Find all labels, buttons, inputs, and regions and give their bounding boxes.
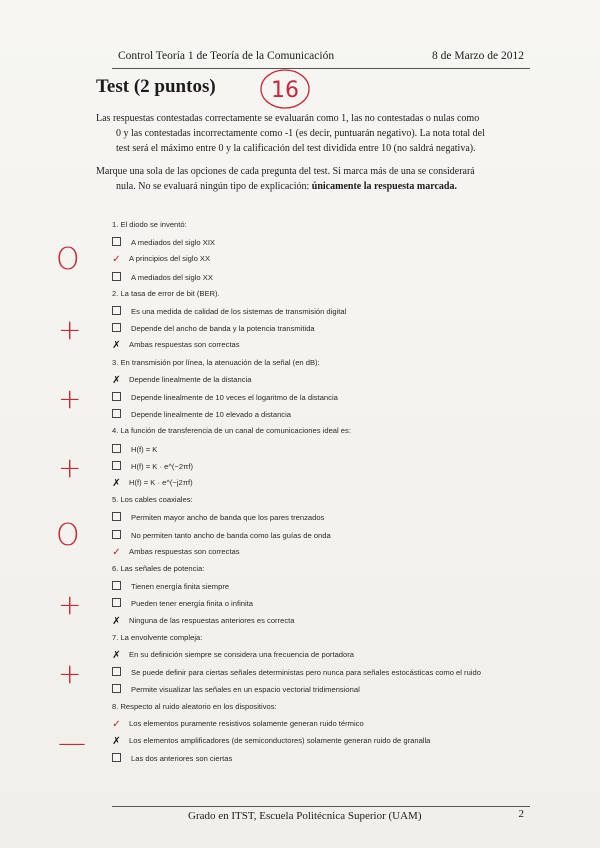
grading-mark: + bbox=[58, 657, 82, 691]
footer-divider bbox=[112, 806, 530, 807]
answer-option[interactable] bbox=[112, 323, 315, 333]
answer-option-label: A mediados del siglo XX bbox=[131, 272, 213, 282]
question-text: 4. La función de transferencia de un canal de comunicaciones ideal es: bbox=[112, 426, 351, 436]
answer-option-label: Las dos anteriores son ciertas bbox=[131, 754, 233, 764]
question-text: 7. La envolvente compleja: bbox=[112, 632, 203, 642]
answer-option[interactable] bbox=[112, 306, 346, 316]
answer-option-label: Depende linealmente de la distancia bbox=[129, 374, 252, 384]
grading-mark: — bbox=[58, 726, 86, 759]
instructions-line: Marque una sola de las opciones de cada pregunta del test. Si marca más de una se considerará bbox=[96, 166, 475, 177]
instructions-line: 0 y las contestadas incorrectamente como -1 (es decir, puntuarán negativo). La nota total del bbox=[116, 128, 485, 139]
answer-option-label: Permite visualizar las señales en un espacio vectorial tridimensional bbox=[131, 685, 360, 695]
answer-option-label: No permiten tanto ancho de banda como las guías de onda bbox=[131, 530, 331, 540]
answer-option-label: Se puede definir para ciertas señales deterministas pero nunca para señales estocásticas como el ruido bbox=[131, 668, 481, 678]
question-text: 3. En transmisión por línea, la atenuación de la señal (en dB): bbox=[112, 357, 320, 367]
checkbox-empty-icon[interactable] bbox=[112, 272, 121, 281]
answer-option-label: A principios del siglo XX bbox=[129, 254, 211, 264]
checkbox-empty-icon[interactable] bbox=[112, 684, 121, 693]
instructions-text: nula. No se evaluará ningún tipo de explicación: bbox=[116, 181, 312, 192]
instructions-line bbox=[96, 179, 526, 194]
answer-option-label: Depende linealmente de 10 veces el logaritmo de la distancia bbox=[131, 393, 338, 402]
instructions-emphasis: únicamente la respuesta marcada. bbox=[311, 181, 457, 192]
answer-option-label: H(f) = K bbox=[131, 444, 158, 454]
answer-option[interactable] bbox=[112, 409, 291, 419]
checkbox-crossed-icon[interactable]: ✗ bbox=[112, 340, 121, 352]
answer-option[interactable] bbox=[112, 719, 364, 730]
instructions-line: test será el máximo entre 0 y la calificación del test dividida entre 10 (no saldrá negativa). bbox=[116, 143, 476, 154]
answer-option-label: Tienen energía finita siempre bbox=[131, 582, 230, 592]
grading-mark: O bbox=[56, 517, 80, 553]
answer-option[interactable] bbox=[112, 237, 215, 247]
instructions-paragraph-2 bbox=[96, 164, 526, 194]
answer-option-label: Los elementos amplificadores (de semiconductores) solamente generan ruido de granalla bbox=[129, 736, 431, 745]
answer-option[interactable] bbox=[112, 650, 354, 661]
answer-option[interactable] bbox=[112, 547, 240, 558]
checkbox-empty-icon[interactable] bbox=[112, 444, 121, 453]
checkbox-empty-icon[interactable] bbox=[112, 392, 121, 401]
header-divider bbox=[112, 68, 530, 69]
answer-option-label: Los elementos puramente resistivos solamente generan ruido térmico bbox=[129, 718, 364, 728]
instructions-paragraph-1 bbox=[96, 111, 526, 156]
answer-option-label: Pueden tener energía finita o infinita bbox=[131, 599, 254, 609]
checkbox-empty-icon[interactable] bbox=[112, 667, 121, 676]
checkbox-empty-icon[interactable] bbox=[112, 461, 121, 470]
answer-option-label: H(f) = K · e^(−j2πf) bbox=[129, 478, 193, 487]
checkbox-crossed-icon[interactable]: ✗ bbox=[112, 374, 121, 386]
answer-option-label: Ninguna de las respuestas anteriores es correcta bbox=[129, 615, 295, 625]
grading-mark: + bbox=[58, 588, 82, 622]
answer-option[interactable] bbox=[112, 254, 210, 265]
checkmark-pen-icon[interactable]: ✓ bbox=[112, 718, 121, 730]
checkbox-crossed-icon[interactable]: ✗ bbox=[112, 615, 121, 627]
question-text: 2. La tasa de error de bit (BER). bbox=[112, 288, 220, 298]
answer-option-label: H(f) = K · e^(−2πf) bbox=[131, 461, 193, 471]
checkbox-crossed-icon[interactable]: ✗ bbox=[112, 736, 121, 747]
answer-option[interactable] bbox=[112, 530, 331, 540]
checkbox-empty-icon[interactable] bbox=[112, 753, 121, 762]
header-date: 8 de Marzo de 2012 bbox=[432, 50, 524, 62]
grading-mark: + bbox=[58, 313, 82, 347]
checkbox-crossed-icon[interactable]: ✗ bbox=[112, 650, 121, 661]
answer-option[interactable] bbox=[112, 392, 338, 402]
question-text: 8. Respecto al ruido aleatorio en los dispositivos: bbox=[112, 701, 277, 711]
header-course: Control Teoría 1 de Teoría de la Comunicación bbox=[118, 50, 335, 62]
answer-option-label: Es una medida de calidad de los sistemas de transmisión digital bbox=[131, 307, 347, 316]
answer-option[interactable] bbox=[112, 581, 229, 591]
grading-mark: + bbox=[58, 382, 82, 415]
footer-text: Grado en ITST, Escuela Politécnica Superior (UAM) bbox=[188, 810, 422, 822]
answer-option-label: En su definición siempre se considera una frecuencia de portadora bbox=[129, 650, 354, 659]
checkbox-crossed-icon[interactable]: ✗ bbox=[112, 478, 121, 489]
answer-option[interactable] bbox=[112, 616, 294, 627]
answer-option-label: Depende del ancho de banda y la potencia transmitida bbox=[131, 324, 315, 334]
checkbox-empty-icon[interactable] bbox=[112, 581, 121, 590]
answer-option[interactable] bbox=[112, 667, 481, 677]
checkbox-empty-icon[interactable] bbox=[112, 598, 121, 607]
answer-option[interactable] bbox=[112, 684, 360, 694]
answer-option[interactable] bbox=[112, 598, 253, 608]
answer-option-label: A mediados del siglo XIX bbox=[131, 238, 216, 248]
checkmark-pen-icon[interactable]: ✓ bbox=[112, 546, 121, 558]
answer-option[interactable] bbox=[112, 272, 213, 282]
answer-option[interactable] bbox=[112, 736, 430, 747]
score-circle-mark bbox=[255, 66, 315, 112]
answer-option-label: Depende linealmente de 10 elevado a distancia bbox=[131, 410, 292, 420]
checkbox-empty-icon[interactable] bbox=[112, 323, 121, 332]
page-title: Test (2 puntos) bbox=[96, 76, 216, 97]
question-text: 1. El diodo se inventó: bbox=[112, 220, 187, 229]
answer-option-label: Ambas respuestas son correctas bbox=[129, 340, 240, 350]
grading-mark: O bbox=[56, 242, 80, 278]
checkbox-empty-icon[interactable] bbox=[112, 237, 121, 246]
answer-option[interactable] bbox=[112, 478, 193, 489]
page-number: 2 bbox=[518, 808, 524, 820]
question-text: 6. Las señales de potencia: bbox=[112, 564, 205, 573]
answer-option[interactable] bbox=[112, 753, 232, 763]
answer-option[interactable] bbox=[112, 444, 157, 454]
answer-option[interactable] bbox=[112, 375, 251, 386]
checkbox-empty-icon[interactable] bbox=[112, 512, 121, 521]
checkbox-empty-icon[interactable] bbox=[112, 530, 121, 539]
answer-option[interactable] bbox=[112, 512, 324, 522]
checkbox-empty-icon[interactable] bbox=[112, 306, 121, 315]
score-value: 16 bbox=[271, 78, 299, 103]
answer-option[interactable] bbox=[112, 461, 193, 471]
answer-option-label: Permiten mayor ancho de banda que los pares trenzados bbox=[131, 513, 325, 523]
checkbox-empty-icon[interactable] bbox=[112, 409, 121, 418]
question-text: 5. Los cables coaxiales: bbox=[112, 495, 193, 505]
grading-mark: + bbox=[58, 450, 82, 484]
answer-option[interactable] bbox=[112, 340, 240, 351]
answer-option-label: Ambas respuestas son correctas bbox=[129, 546, 240, 556]
instructions-line: Las respuestas contestadas correctamente se evaluarán como 1, las no contestadas o nulas como bbox=[96, 113, 480, 124]
checkmark-pen-icon[interactable]: ✓ bbox=[112, 254, 121, 266]
